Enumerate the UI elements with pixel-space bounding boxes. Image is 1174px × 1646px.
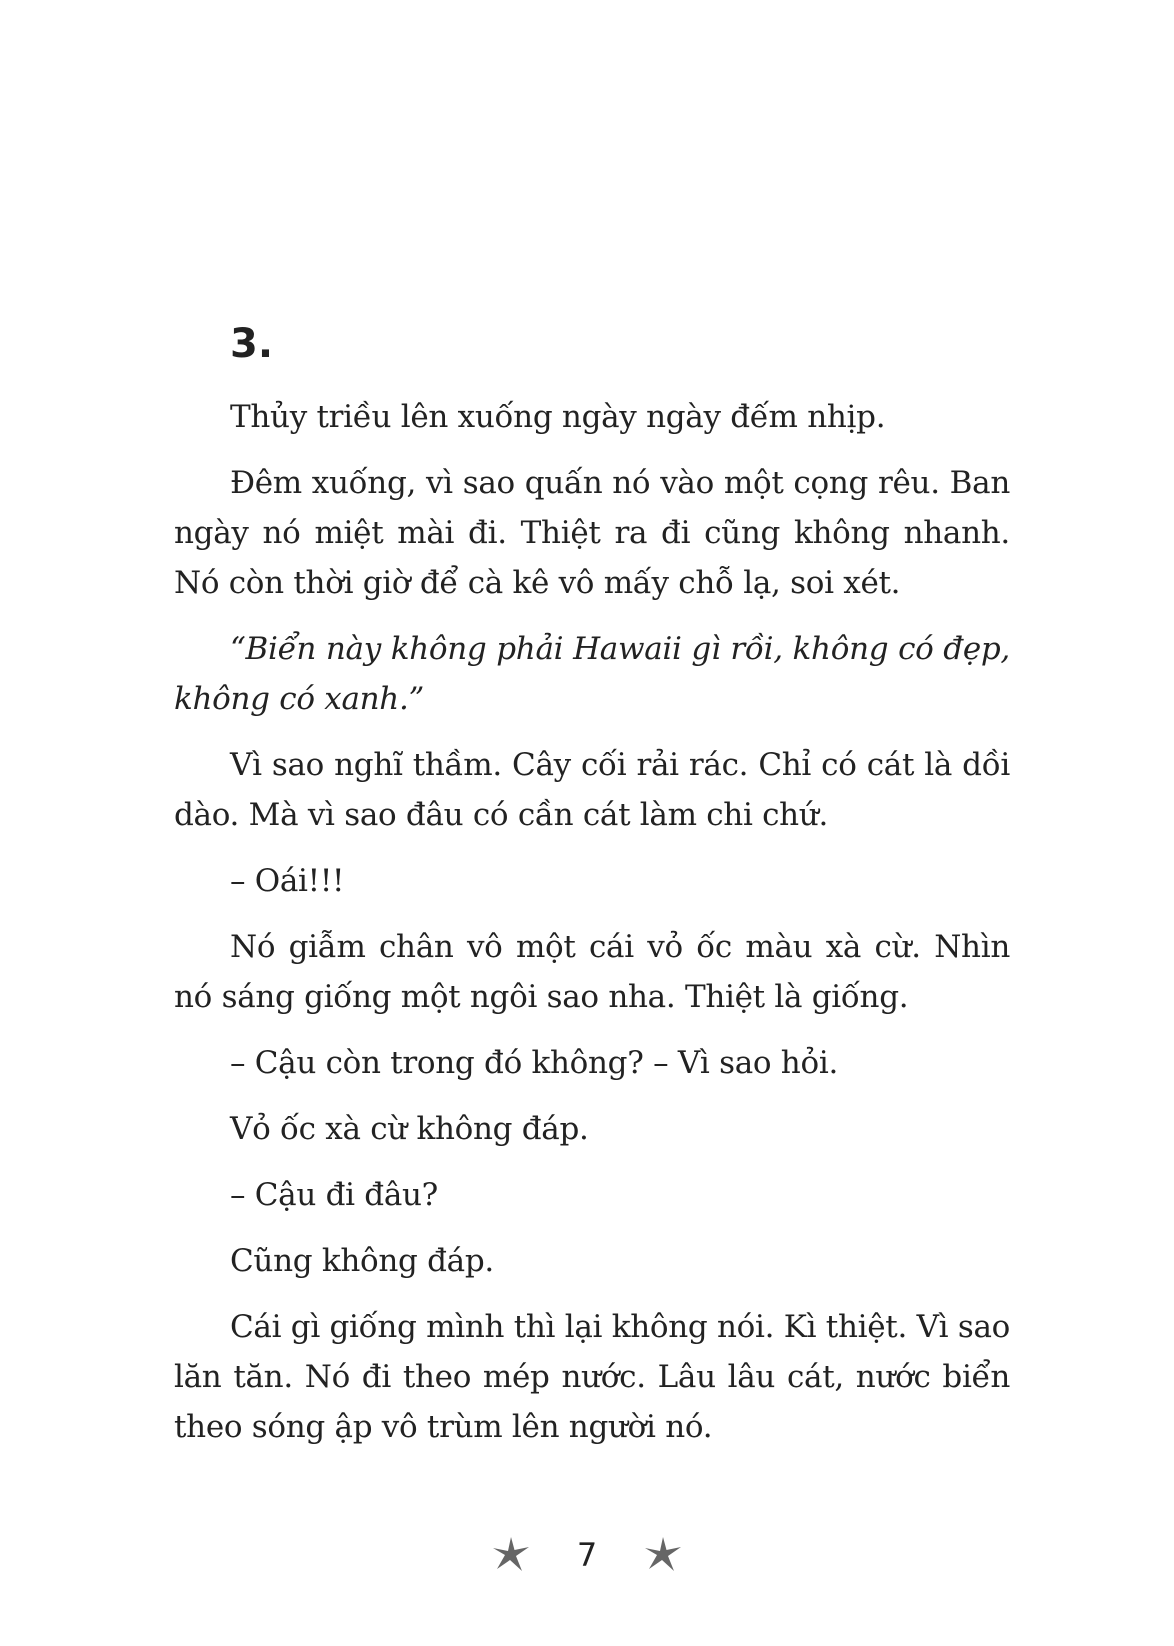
page-footer: [0, 1530, 1174, 1580]
paragraph: Cái gì giống mình thì lại không nói. Kì thiệt. Vì sao lăn tăn. Nó đi theo mép nước. Lâu lâu cát, nước biển theo sóng ập vô trùm lên người nó.: [174, 1309, 1010, 1445]
star-icon: [491, 1535, 531, 1575]
paragraph: Vì sao nghĩ thầm. Cây cối rải rác. Chỉ có cát là dồi dào. Mà vì sao đâu có cần cát làm chi chứ.: [174, 747, 1010, 833]
paragraph: Nó giẫm chân vô một cái vỏ ốc màu xà cừ. Nhìn nó sáng giống một ngôi sao nha. Thiệt là giống.: [174, 929, 1010, 1015]
paragraph: Đêm xuống, vì sao quấn nó vào một cọng rêu. Ban ngày nó miệt mài đi. Thiệt ra đi cũng không nhanh. Nó còn thời giờ để cà kê vô mấy chỗ lạ, soi xét.: [174, 465, 1010, 601]
paragraph: Thủy triều lên xuống ngày ngày đếm nhịp.: [230, 399, 886, 435]
paragraph-dialogue: – Cậu đi đâu?: [230, 1177, 438, 1213]
paragraph-dialogue: – Oái!!!: [230, 863, 345, 899]
paragraph: Cũng không đáp.: [230, 1243, 494, 1279]
chapter-body: [174, 392, 1010, 1468]
star-icon: [643, 1535, 683, 1575]
paragraph-dialogue: – Cậu còn trong đó không? – Vì sao hỏi.: [230, 1045, 838, 1081]
page-number: 7: [576, 1536, 598, 1574]
star-icon-shape: [493, 1537, 529, 1571]
paragraph-quote: “Biển này không phải Hawaii gì rồi, không có đẹp, không có xanh.”: [174, 631, 1010, 717]
star-icon-shape: [645, 1537, 681, 1571]
paragraph: Vỏ ốc xà cừ không đáp.: [230, 1111, 589, 1147]
chapter-number: 3.: [230, 321, 274, 367]
